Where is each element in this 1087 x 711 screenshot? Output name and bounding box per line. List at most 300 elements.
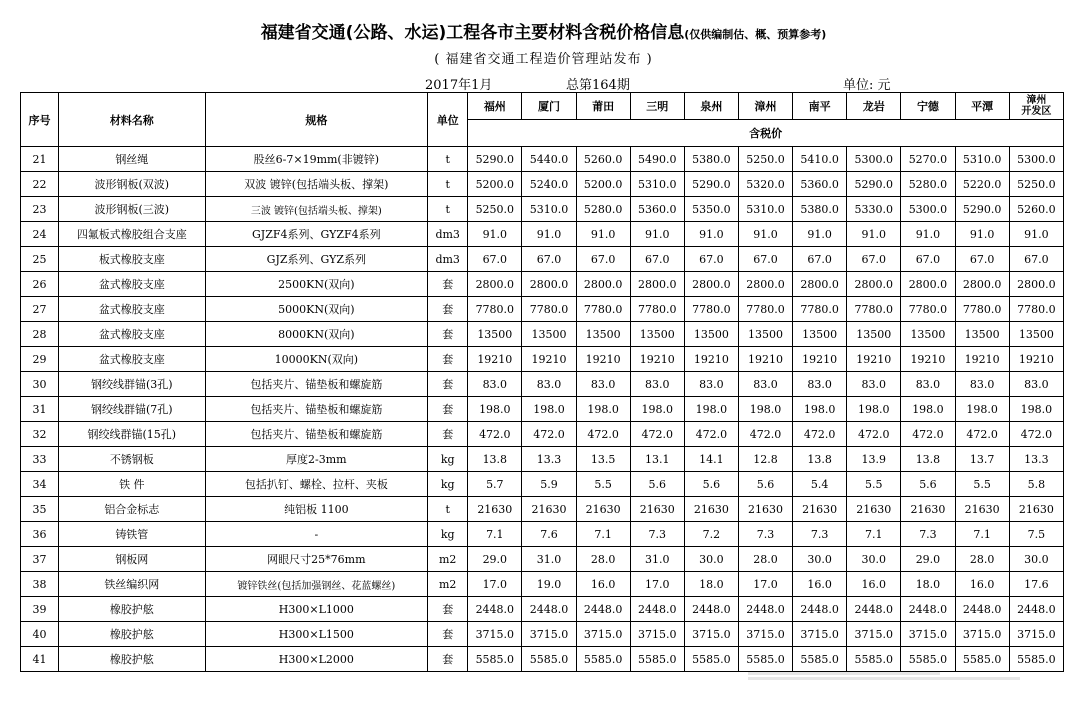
price-cell: 21630: [955, 497, 1009, 522]
table-row: [21, 147, 1064, 172]
price-cell: 5250.0: [1009, 172, 1063, 197]
col-header-unit: 单位: [428, 93, 468, 147]
price-cell: 19210: [901, 347, 955, 372]
material-unit: kg: [428, 447, 468, 472]
price-cell: 3715.0: [955, 622, 1009, 647]
price-cell: 83.0: [847, 372, 901, 397]
row-number: 30: [21, 372, 59, 397]
price-cell: 2800.0: [576, 272, 630, 297]
table-row: [21, 172, 1064, 197]
price-cell: 2448.0: [522, 597, 576, 622]
price-cell: 2448.0: [576, 597, 630, 622]
price-cell: 5310.0: [522, 197, 576, 222]
group-header-tax-price: 含税价: [468, 120, 1064, 147]
price-cell: 21630: [468, 497, 522, 522]
price-cell: 198.0: [793, 397, 847, 422]
price-cell: 7.3: [793, 522, 847, 547]
price-cell: 18.0: [684, 572, 738, 597]
price-cell: 30.0: [684, 547, 738, 572]
price-cell: 91.0: [847, 222, 901, 247]
table-row: [21, 297, 1064, 322]
price-cell: 5240.0: [522, 172, 576, 197]
material-unit: dm3: [428, 247, 468, 272]
row-number: 32: [21, 422, 59, 447]
price-cell: 2800.0: [793, 272, 847, 297]
price-cell: 3715.0: [684, 622, 738, 647]
price-cell: 21630: [1009, 497, 1063, 522]
material-spec: 5000KN(双向): [205, 297, 428, 322]
price-cell: 5585.0: [630, 647, 684, 672]
price-cell: 5.5: [576, 472, 630, 497]
price-cell: 67.0: [630, 247, 684, 272]
price-cell: 91.0: [576, 222, 630, 247]
price-cell: 13500: [630, 322, 684, 347]
price-cell: 3715.0: [576, 622, 630, 647]
price-cell: 7.3: [901, 522, 955, 547]
row-number: 33: [21, 447, 59, 472]
price-cell: 198.0: [468, 397, 522, 422]
city-label-line1: 漳州: [1026, 95, 1047, 106]
price-cell: 3715.0: [901, 622, 955, 647]
price-cell: 19210: [847, 347, 901, 372]
table-row: [21, 622, 1064, 647]
row-number: 25: [21, 247, 59, 272]
price-cell: 198.0: [901, 397, 955, 422]
material-unit: t: [428, 197, 468, 222]
material-spec: GJZF4系列、GYZF4系列: [205, 222, 428, 247]
price-cell: 67.0: [468, 247, 522, 272]
row-number: 21: [21, 147, 59, 172]
material-unit: m2: [428, 572, 468, 597]
price-cell: 3715.0: [1009, 622, 1063, 647]
material-unit: 套: [428, 372, 468, 397]
material-spec: 包括夹片、锚垫板和螺旋筋: [205, 372, 428, 397]
price-cell: 5360.0: [793, 172, 847, 197]
price-cell: 67.0: [576, 247, 630, 272]
col-header-city: 泉州: [684, 93, 738, 120]
price-cell: 67.0: [738, 247, 792, 272]
price-cell: 5.6: [738, 472, 792, 497]
material-unit: 套: [428, 322, 468, 347]
price-cell: 13.8: [468, 447, 522, 472]
price-cell: 19210: [468, 347, 522, 372]
price-cell: 3715.0: [793, 622, 847, 647]
price-cell: 5310.0: [738, 197, 792, 222]
unit-label: 单位: 元: [843, 78, 891, 93]
row-number: 34: [21, 472, 59, 497]
material-name: 波形钢板(三波): [59, 197, 205, 222]
table-row: [21, 397, 1064, 422]
price-cell: 83.0: [1009, 372, 1063, 397]
material-name: 橡胶护舷: [59, 647, 205, 672]
material-unit: 套: [428, 422, 468, 447]
col-header-city: 龙岩: [847, 93, 901, 120]
price-cell: 198.0: [847, 397, 901, 422]
price-cell: 18.0: [901, 572, 955, 597]
material-unit: 套: [428, 397, 468, 422]
price-cell: 19210: [522, 347, 576, 372]
price-cell: 7.1: [847, 522, 901, 547]
price-cell: 7.1: [576, 522, 630, 547]
material-name: 铁丝编织网: [59, 572, 205, 597]
material-name: 钢绞线群锚(15孔): [59, 422, 205, 447]
issue-label: 总第164期: [566, 78, 630, 93]
price-cell: 5300.0: [901, 197, 955, 222]
table-row: [21, 597, 1064, 622]
price-cell: 91.0: [684, 222, 738, 247]
price-cell: 2800.0: [468, 272, 522, 297]
price-cell: 21630: [630, 497, 684, 522]
publisher-line: ( 福建省交通工程造价管理站发布 ): [434, 52, 653, 67]
page-title: [0, 18, 1087, 43]
col-header-city: [1009, 93, 1063, 120]
price-cell: 5410.0: [793, 147, 847, 172]
price-cell: 5320.0: [738, 172, 792, 197]
price-cell: 472.0: [468, 422, 522, 447]
material-unit: 套: [428, 622, 468, 647]
row-number: 35: [21, 497, 59, 522]
price-cell: 83.0: [793, 372, 847, 397]
price-cell: 5440.0: [522, 147, 576, 172]
price-cell: 3715.0: [522, 622, 576, 647]
price-cell: 472.0: [793, 422, 847, 447]
price-cell: 5290.0: [847, 172, 901, 197]
col-header-city: 莆田: [576, 93, 630, 120]
price-cell: 3715.0: [847, 622, 901, 647]
row-number: 27: [21, 297, 59, 322]
price-cell: 19210: [738, 347, 792, 372]
price-cell: 5330.0: [847, 197, 901, 222]
col-header-city: 福州: [468, 93, 522, 120]
price-cell: 5280.0: [576, 197, 630, 222]
price-cell: 19210: [576, 347, 630, 372]
col-header-city: 南平: [793, 93, 847, 120]
price-cell: 67.0: [1009, 247, 1063, 272]
material-spec: GJZ系列、GYZ系列: [205, 247, 428, 272]
price-cell: 2448.0: [468, 597, 522, 622]
price-cell: 198.0: [955, 397, 1009, 422]
material-unit: t: [428, 172, 468, 197]
price-cell: 7780.0: [955, 297, 1009, 322]
row-number: 23: [21, 197, 59, 222]
price-cell: 83.0: [955, 372, 1009, 397]
material-spec: 厚度2-3mm: [205, 447, 428, 472]
price-cell: 5.7: [468, 472, 522, 497]
material-spec: 镀锌铁丝(包括加强钢丝、花蓝螺丝): [205, 572, 428, 597]
price-cell: 198.0: [522, 397, 576, 422]
row-number: 22: [21, 172, 59, 197]
price-cell: 13.1: [630, 447, 684, 472]
price-cell: 31.0: [630, 547, 684, 572]
price-cell: 13.3: [1009, 447, 1063, 472]
price-cell: 12.8: [738, 447, 792, 472]
row-number: 40: [21, 622, 59, 647]
material-spec: 10000KN(双向): [205, 347, 428, 372]
price-cell: 67.0: [901, 247, 955, 272]
material-unit: t: [428, 147, 468, 172]
price-cell: 13.8: [793, 447, 847, 472]
price-cell: 13500: [901, 322, 955, 347]
price-cell: 67.0: [522, 247, 576, 272]
material-unit: 套: [428, 272, 468, 297]
material-unit: dm3: [428, 222, 468, 247]
title-main: 福建省交通(公路、水运)工程各市主要材料含税价格信息: [260, 23, 685, 43]
price-cell: 91.0: [955, 222, 1009, 247]
price-cell: 13.5: [576, 447, 630, 472]
faint-watermark: [748, 672, 1068, 684]
price-cell: 5.8: [1009, 472, 1063, 497]
price-cell: 5.6: [684, 472, 738, 497]
price-cell: 5300.0: [1009, 147, 1063, 172]
price-cell: 17.0: [630, 572, 684, 597]
price-cell: 13500: [576, 322, 630, 347]
price-cell: 5310.0: [955, 147, 1009, 172]
price-cell: 91.0: [793, 222, 847, 247]
price-cell: 5585.0: [847, 647, 901, 672]
price-cell: 5.9: [522, 472, 576, 497]
price-cell: 30.0: [847, 547, 901, 572]
material-name: 盆式橡胶支座: [59, 347, 205, 372]
price-cell: 472.0: [847, 422, 901, 447]
material-name: 盆式橡胶支座: [59, 322, 205, 347]
col-header-city: 漳州: [738, 93, 792, 120]
price-cell: 7780.0: [1009, 297, 1063, 322]
price-cell: 30.0: [1009, 547, 1063, 572]
price-cell: 83.0: [901, 372, 955, 397]
price-cell: 5270.0: [901, 147, 955, 172]
price-cell: 13.3: [522, 447, 576, 472]
price-cell: 16.0: [955, 572, 1009, 597]
price-cell: 7.3: [738, 522, 792, 547]
price-cell: 67.0: [684, 247, 738, 272]
price-cell: 13500: [955, 322, 1009, 347]
period-label: 2017年1月: [425, 78, 493, 93]
price-cell: 21630: [847, 497, 901, 522]
price-cell: 2800.0: [1009, 272, 1063, 297]
price-cell: 5290.0: [468, 147, 522, 172]
price-cell: 13500: [1009, 322, 1063, 347]
price-cell: 472.0: [684, 422, 738, 447]
price-cell: 7.6: [522, 522, 576, 547]
price-cell: 19.0: [522, 572, 576, 597]
price-cell: 7.5: [1009, 522, 1063, 547]
price-cell: 5585.0: [468, 647, 522, 672]
price-cell: 67.0: [847, 247, 901, 272]
price-cell: 19210: [793, 347, 847, 372]
price-cell: 13500: [847, 322, 901, 347]
price-cell: 91.0: [1009, 222, 1063, 247]
table-row: [21, 322, 1064, 347]
price-cell: 7780.0: [468, 297, 522, 322]
price-cell: 83.0: [684, 372, 738, 397]
material-spec: H300×L1000: [205, 597, 428, 622]
table-row: [21, 272, 1064, 297]
col-header-city: 宁德: [901, 93, 955, 120]
price-cell: 2800.0: [847, 272, 901, 297]
price-cell: 198.0: [1009, 397, 1063, 422]
price-cell: 83.0: [738, 372, 792, 397]
price-cell: 14.1: [684, 447, 738, 472]
price-cell: 5585.0: [955, 647, 1009, 672]
price-cell: 29.0: [468, 547, 522, 572]
price-cell: 21630: [576, 497, 630, 522]
table-row: [21, 372, 1064, 397]
material-unit: 套: [428, 347, 468, 372]
price-cell: 2800.0: [684, 272, 738, 297]
material-name: 橡胶护舷: [59, 597, 205, 622]
material-spec: 包括夹片、锚垫板和螺旋筋: [205, 422, 428, 447]
material-unit: 套: [428, 597, 468, 622]
price-cell: 2800.0: [901, 272, 955, 297]
price-cell: 17.0: [468, 572, 522, 597]
price-cell: 5585.0: [576, 647, 630, 672]
price-cell: 7780.0: [522, 297, 576, 322]
price-cell: 21630: [522, 497, 576, 522]
price-cell: 7.1: [468, 522, 522, 547]
price-cell: 5290.0: [684, 172, 738, 197]
row-number: 37: [21, 547, 59, 572]
col-header-name: 材料名称: [59, 93, 205, 147]
price-cell: 19210: [955, 347, 1009, 372]
price-cell: 16.0: [847, 572, 901, 597]
col-header-city: 平潭: [955, 93, 1009, 120]
price-cell: 198.0: [684, 397, 738, 422]
table-row: [21, 347, 1064, 372]
price-cell: 91.0: [901, 222, 955, 247]
price-cell: 5.5: [955, 472, 1009, 497]
price-cell: 5250.0: [738, 147, 792, 172]
price-cell: 198.0: [630, 397, 684, 422]
price-cell: 29.0: [901, 547, 955, 572]
price-cell: 7780.0: [738, 297, 792, 322]
material-name: 铝合金标志: [59, 497, 205, 522]
price-cell: 13500: [738, 322, 792, 347]
price-cell: 5585.0: [522, 647, 576, 672]
price-cell: 7780.0: [847, 297, 901, 322]
price-cell: 30.0: [793, 547, 847, 572]
price-cell: 472.0: [1009, 422, 1063, 447]
col-header-no: 序号: [21, 93, 59, 147]
price-cell: 5.4: [793, 472, 847, 497]
price-cell: 5.6: [901, 472, 955, 497]
material-name: 盆式橡胶支座: [59, 272, 205, 297]
price-cell: 13.7: [955, 447, 1009, 472]
price-cell: 5290.0: [955, 197, 1009, 222]
row-number: 24: [21, 222, 59, 247]
price-cell: 2448.0: [738, 597, 792, 622]
price-cell: 5260.0: [1009, 197, 1063, 222]
material-spec: -: [205, 522, 428, 547]
price-cell: 7780.0: [901, 297, 955, 322]
material-unit: m2: [428, 547, 468, 572]
price-cell: 19210: [684, 347, 738, 372]
price-cell: 2448.0: [847, 597, 901, 622]
price-cell: 7.3: [630, 522, 684, 547]
price-cell: 13.8: [901, 447, 955, 472]
price-cell: 13500: [684, 322, 738, 347]
price-cell: 198.0: [576, 397, 630, 422]
material-unit: kg: [428, 472, 468, 497]
table-row: [21, 422, 1064, 447]
col-header-city: 厦门: [522, 93, 576, 120]
material-spec: H300×L1500: [205, 622, 428, 647]
price-cell: 19210: [630, 347, 684, 372]
price-cell: 83.0: [468, 372, 522, 397]
price-cell: 3715.0: [630, 622, 684, 647]
price-cell: 5250.0: [468, 197, 522, 222]
price-cell: 2448.0: [793, 597, 847, 622]
material-spec: 三波 镀锌(包括端头板、撑架): [205, 197, 428, 222]
price-cell: 2800.0: [522, 272, 576, 297]
material-spec: 股丝6-7×19mm(非镀锌): [205, 147, 428, 172]
price-cell: 2800.0: [738, 272, 792, 297]
table-row: [21, 447, 1064, 472]
price-cell: 3715.0: [468, 622, 522, 647]
material-spec: 网眼尺寸25*76mm: [205, 547, 428, 572]
row-number: 29: [21, 347, 59, 372]
price-cell: 472.0: [901, 422, 955, 447]
material-name: 钢丝绳: [59, 147, 205, 172]
price-table: [20, 92, 1064, 672]
price-cell: 5220.0: [955, 172, 1009, 197]
price-cell: 13500: [793, 322, 847, 347]
row-number: 41: [21, 647, 59, 672]
material-name: 铸铁管: [59, 522, 205, 547]
material-unit: 套: [428, 297, 468, 322]
price-cell: 5360.0: [630, 197, 684, 222]
price-cell: 13500: [468, 322, 522, 347]
price-cell: 7780.0: [793, 297, 847, 322]
table-row: [21, 572, 1064, 597]
price-cell: 67.0: [955, 247, 1009, 272]
material-name: 橡胶护舷: [59, 622, 205, 647]
table-row: [21, 247, 1064, 272]
col-header-city: 三明: [630, 93, 684, 120]
price-cell: 2800.0: [955, 272, 1009, 297]
col-header-spec: 规格: [205, 93, 428, 147]
price-cell: 472.0: [955, 422, 1009, 447]
price-cell: 21630: [684, 497, 738, 522]
material-name: 波形钢板(双波): [59, 172, 205, 197]
price-cell: 28.0: [738, 547, 792, 572]
material-spec: 纯铝板 1100: [205, 497, 428, 522]
price-cell: 2448.0: [955, 597, 1009, 622]
price-cell: 19210: [1009, 347, 1063, 372]
price-cell: 13500: [522, 322, 576, 347]
material-name: 铁 件: [59, 472, 205, 497]
price-cell: 21630: [738, 497, 792, 522]
table-row: [21, 547, 1064, 572]
row-number: 38: [21, 572, 59, 597]
price-cell: 5585.0: [901, 647, 955, 672]
material-unit: 套: [428, 647, 468, 672]
row-number: 36: [21, 522, 59, 547]
material-name: 钢板网: [59, 547, 205, 572]
material-unit: kg: [428, 522, 468, 547]
price-cell: 2448.0: [684, 597, 738, 622]
row-number: 31: [21, 397, 59, 422]
material-spec: 包括夹片、锚垫板和螺旋筋: [205, 397, 428, 422]
material-spec: 包括扒钉、螺栓、拉杆、夹板: [205, 472, 428, 497]
material-unit: t: [428, 497, 468, 522]
price-cell: 5490.0: [630, 147, 684, 172]
price-cell: 5585.0: [793, 647, 847, 672]
price-cell: 91.0: [468, 222, 522, 247]
price-cell: 21630: [793, 497, 847, 522]
price-cell: 3715.0: [738, 622, 792, 647]
price-cell: 83.0: [630, 372, 684, 397]
price-cell: 7.1: [955, 522, 1009, 547]
